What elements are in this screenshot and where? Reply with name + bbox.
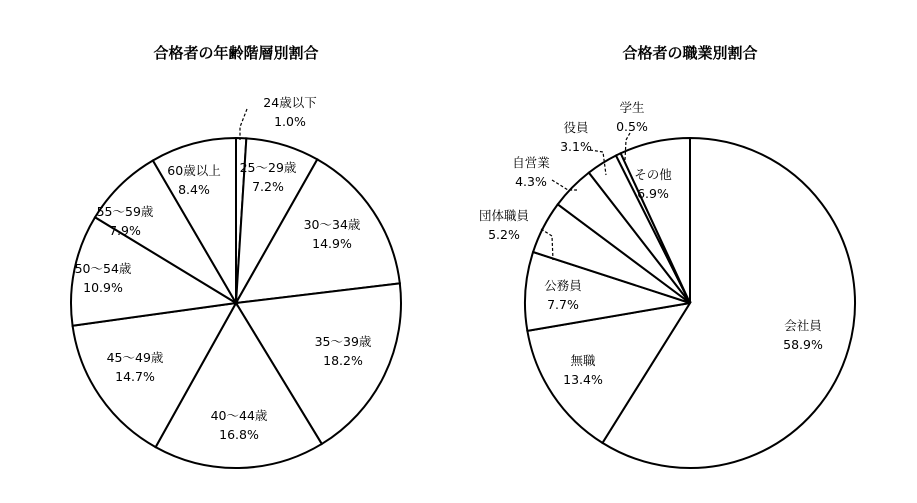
age-pie-chart <box>71 44 401 468</box>
age-category-label-7: 55～59歳 <box>96 204 154 219</box>
age-pie-leaders <box>240 109 247 140</box>
age-value-label-7: 7.9% <box>109 223 141 238</box>
occupation-value-label-5: 3.1% <box>560 139 592 154</box>
occupation-chart-title: 合格者の職業別割合 <box>622 44 758 62</box>
occupation-category-label-2: 公務員 <box>544 278 582 293</box>
occupation-category-label-3: 団体職員 <box>478 208 530 223</box>
age-chart-title: 合格者の年齢階層別割合 <box>153 44 319 62</box>
occupation-category-label-1: 無職 <box>570 353 596 368</box>
age-category-label-4: 40～44歳 <box>210 408 268 423</box>
age-value-label-3: 18.2% <box>323 353 363 368</box>
occupation-value-label-1: 13.4% <box>563 372 603 387</box>
occupation-value-label-3: 5.2% <box>488 227 520 242</box>
occupation-category-label-0: 会社員 <box>784 318 822 333</box>
age-category-label-3: 35～39歳 <box>314 334 372 349</box>
age-category-label-8: 60歳以上 <box>167 163 221 178</box>
age-leader-0 <box>240 109 247 140</box>
occupation-category-label-5: 役員 <box>563 120 589 135</box>
occupation-category-label-6: 学生 <box>619 100 645 115</box>
occupation-value-label-6: 0.5% <box>616 119 648 134</box>
occupation-value-label-7: 6.9% <box>637 186 669 201</box>
age-value-label-8: 8.4% <box>178 182 210 197</box>
age-category-label-6: 50～54歳 <box>74 261 132 276</box>
age-value-label-5: 14.7% <box>115 369 155 384</box>
age-category-label-2: 30～34歳 <box>303 217 361 232</box>
occupation-category-label-4: 自営業 <box>512 155 550 170</box>
age-value-label-4: 16.8% <box>219 427 259 442</box>
age-value-label-1: 7.2% <box>252 179 284 194</box>
occupation-category-label-7: その他 <box>634 167 672 182</box>
occupation-value-label-4: 4.3% <box>515 174 547 189</box>
age-category-label-0: 24歳以下 <box>263 95 317 110</box>
age-category-label-1: 25～29歳 <box>239 160 297 175</box>
occupation-pie-chart <box>479 44 855 468</box>
age-value-label-6: 10.9% <box>83 280 123 295</box>
occupation-value-label-2: 7.7% <box>547 297 579 312</box>
occupation-value-label-0: 58.9% <box>783 337 823 352</box>
age-category-label-5: 45～49歳 <box>106 350 164 365</box>
age-value-label-0: 1.0% <box>274 114 306 129</box>
age-value-label-2: 14.9% <box>312 236 352 251</box>
